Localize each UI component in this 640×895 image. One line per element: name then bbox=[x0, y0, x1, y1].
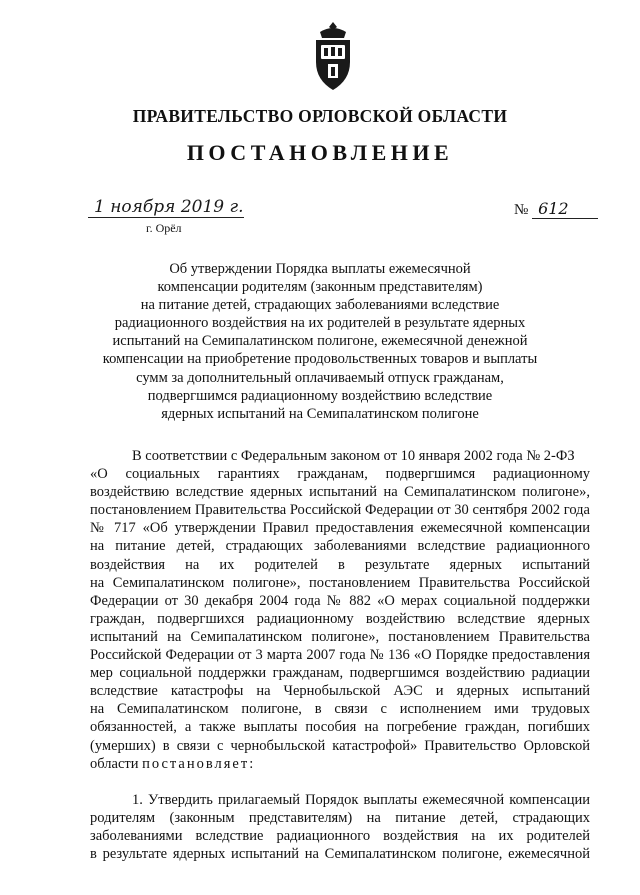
body-line: (умерших) в связи с чернобыльской катастрофой» Правительство Орловской bbox=[90, 737, 590, 754]
resolves-word: постановляет: bbox=[142, 755, 256, 772]
body-line: в результате ядерных испытаний на Семипалатинском полигоне, ежемесячной bbox=[90, 845, 590, 862]
document-title bbox=[90, 260, 550, 423]
body-line: постановлением Правительства Российской Федерации от 30 сентября 2002 года bbox=[90, 502, 590, 519]
body-line: воздействию вследствие ядерных испытаний на Семипалатинском полигоне», bbox=[90, 484, 590, 501]
body-line: на Семипалатинском полигоне, в связи с исполнением ими трудовых bbox=[90, 701, 590, 718]
body-line: Федерации от 30 декабря 2004 года № 882 «О мерах социальной поддержки bbox=[90, 592, 590, 609]
body-line: В соответствии с Федеральным законом от 10 января 2002 года № 2-ФЗ bbox=[132, 448, 575, 464]
title-line: компенсации на приобретение продовольственных товаров и выплаты bbox=[102, 351, 538, 368]
item-1-paragraph bbox=[90, 791, 590, 863]
document-city: г. Орёл bbox=[146, 221, 182, 235]
document-number bbox=[514, 200, 598, 219]
body-line: мер социальной поддержки гражданам, подвергшимся воздействию радиации bbox=[90, 665, 590, 682]
title-line: на питание детей, страдающих заболеваниями вследствие bbox=[140, 297, 500, 314]
body-line: «О социальных гарантиях гражданам, подвергшимся радиационному bbox=[90, 466, 590, 483]
title-line: Об утверждении Порядка выплаты ежемесячной bbox=[169, 261, 471, 277]
number-sign: № bbox=[514, 202, 529, 218]
body-line: на питание детей, страдающих заболеваниями вследствие радиационного bbox=[90, 538, 590, 555]
document-body bbox=[90, 447, 590, 863]
body-line: Российской Федерации от 3 марта 2007 года № 136 «О Порядке предоставления bbox=[90, 647, 590, 664]
body-line: 1. Утвердить прилагаемый Порядок выплаты ежемесячной компенсации bbox=[132, 791, 590, 808]
body-line: вследствие катастрофы на Чернобыльской АЭС и ядерных испытаний bbox=[90, 683, 590, 700]
body-line: родителям (законным представителям) на питание детей, страдающих bbox=[90, 809, 590, 826]
document-date: 1 ноября 2019 г. bbox=[88, 197, 244, 218]
body-line: обязанностей, а также выплаты пособия на погребение граждан, погибших bbox=[90, 719, 590, 736]
body-line-final bbox=[90, 755, 590, 773]
body-line: испытаний на Семипалатинском полигоне», постановлением Правительства bbox=[90, 628, 590, 645]
title-line: испытаний на Семипалатинском полигоне, ежемесячной денежной bbox=[112, 333, 528, 350]
organization-name: ПРАВИТЕЛЬСТВО ОРЛОВСКОЙ ОБЛАСТИ bbox=[132, 106, 508, 126]
body-line: № 717 «Об утверждении Правил предоставления ежемесячной компенсации bbox=[90, 520, 590, 537]
title-line: сумм за дополнительный оплачиваемый отпуск гражданам, bbox=[136, 369, 504, 386]
body-line: заболеваниями вследствие радиационного воздействия на их родителей bbox=[90, 827, 590, 844]
title-line: ядерных испытаний на Семипалатинском полигоне bbox=[161, 405, 479, 422]
coat-of-arms-icon bbox=[306, 20, 360, 92]
body-line: граждан, подвергшихся радиационному воздействию вследствие ядерных bbox=[90, 610, 590, 627]
body-line: на Семипалатинском полигоне», постановлением Правительства Российской bbox=[90, 574, 590, 591]
title-line: подвергшимся радиационному воздействию вследствие bbox=[147, 387, 493, 404]
final-word: области bbox=[90, 755, 139, 772]
body-line: воздействия на их родителей в результате ядерных испытаний bbox=[90, 556, 590, 573]
title-line: компенсации родителям (законным представителям) bbox=[157, 279, 483, 296]
preamble-paragraph bbox=[90, 447, 590, 773]
number-value: 612 bbox=[532, 200, 598, 219]
document-type: ПОСТАНОВЛЕНИЕ bbox=[186, 140, 454, 165]
title-line: радиационного воздействия на их родителей в результате ядерных bbox=[114, 315, 526, 332]
